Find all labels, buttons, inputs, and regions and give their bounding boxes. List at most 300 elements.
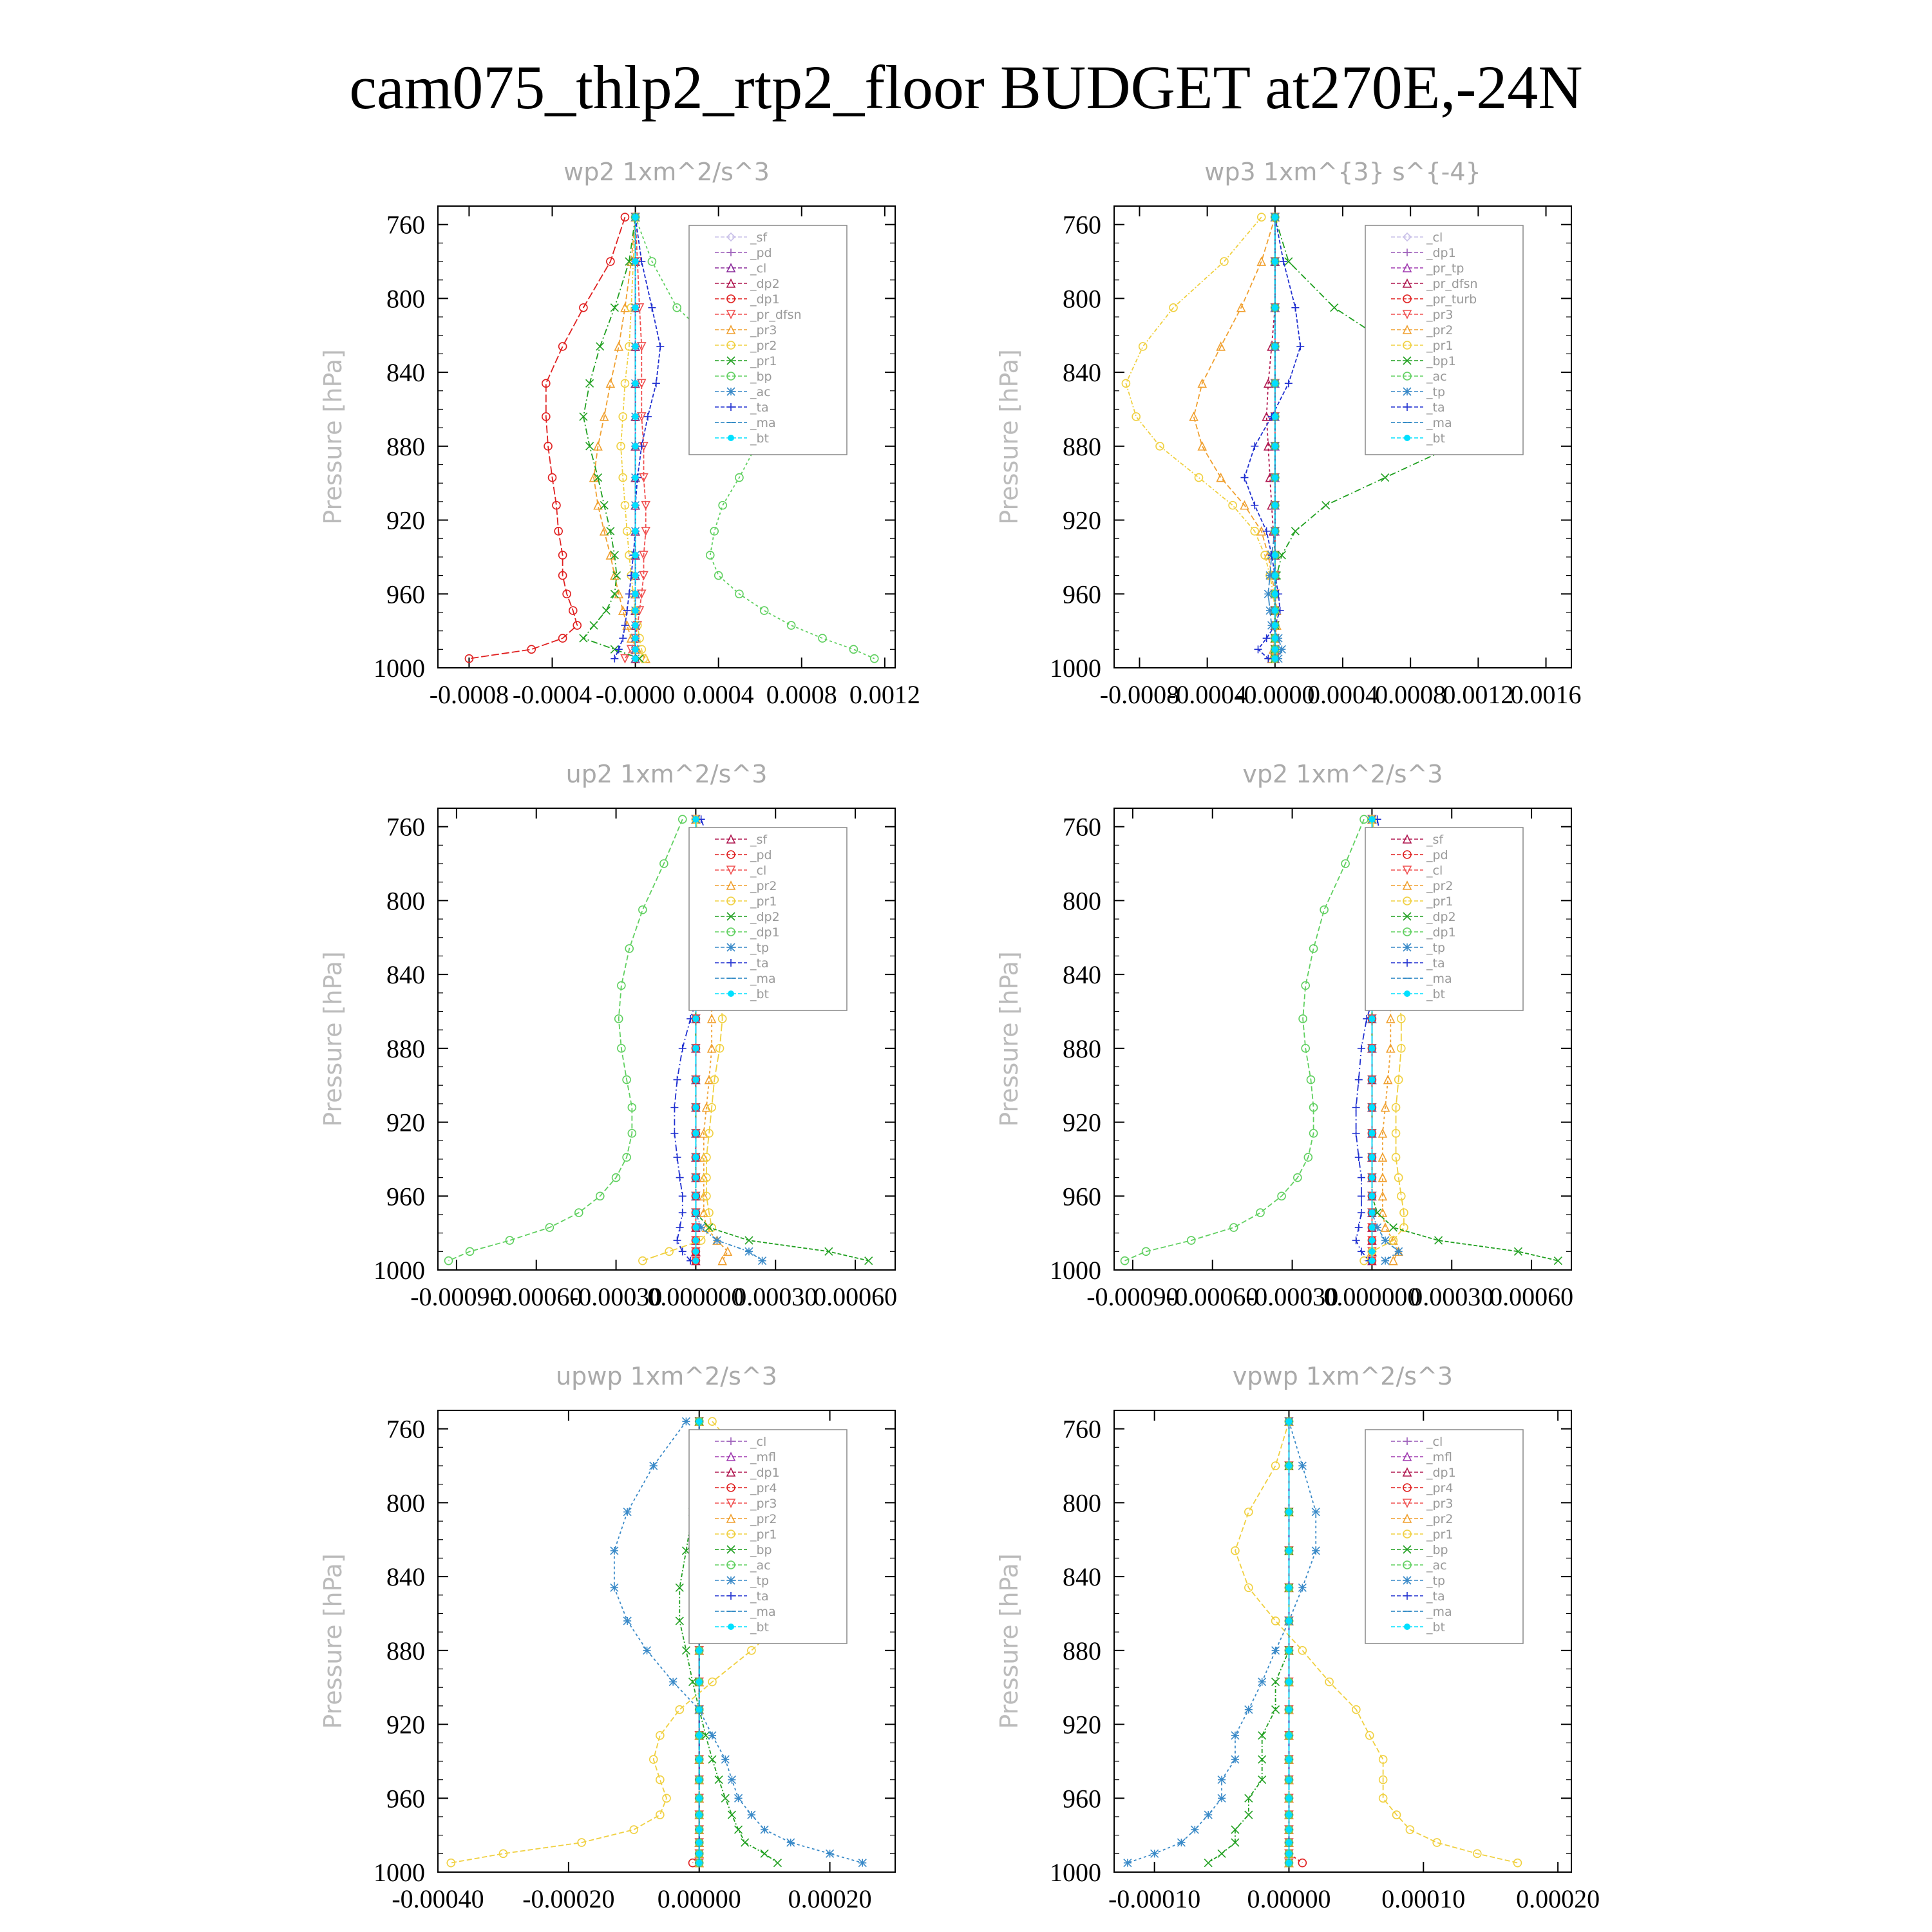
panel-1-point-bt bbox=[632, 646, 639, 652]
panel-5-point-pr1 bbox=[656, 1776, 664, 1784]
panel-1-xtick-label: -0.0000 bbox=[595, 680, 676, 709]
panel-3-point-ta bbox=[679, 1192, 687, 1200]
panel-6-point-bt bbox=[1285, 1647, 1292, 1654]
panel-2-point-bt bbox=[1272, 214, 1278, 220]
panel-1-xtick-label: 0.0008 bbox=[766, 680, 837, 709]
panel-5-point-bt bbox=[696, 1795, 703, 1801]
panel-6-point-pr1 bbox=[1245, 1508, 1253, 1516]
panel-1-legend-label: _dp1 bbox=[750, 292, 780, 307]
panel-2-point-bt bbox=[1272, 502, 1278, 509]
panel-1-point-bt bbox=[632, 591, 639, 597]
panel-4-point-bt bbox=[1368, 1016, 1375, 1022]
panel-3-xtick-label: 0.000000 bbox=[647, 1282, 744, 1311]
panel-3-ytick-label: 760 bbox=[386, 812, 425, 842]
panel-2-xtick-label: -0.0000 bbox=[1235, 680, 1315, 709]
panel-1-ytick-label: 920 bbox=[386, 506, 425, 535]
panel-6-point-tp bbox=[1312, 1508, 1320, 1516]
panel-1-ytick-label: 1000 bbox=[374, 654, 425, 683]
panel-3-point-pr2 bbox=[724, 1247, 732, 1255]
panel-2-legend-label: _ac bbox=[1426, 370, 1447, 384]
panel-6-point-bt bbox=[1285, 1463, 1292, 1469]
panel-2-point-pr2 bbox=[1190, 413, 1198, 421]
panel-6-legend-label: _pr2 bbox=[1426, 1512, 1454, 1526]
panel-5-ytick-label: 760 bbox=[386, 1414, 425, 1444]
panel-1-ytick-label: 880 bbox=[386, 431, 425, 461]
panel-1-ytick-label: 800 bbox=[386, 284, 425, 314]
panel-3-legend-label: _pr2 bbox=[750, 879, 777, 893]
panel-1 bbox=[319, 158, 920, 709]
panel-2-point-ta bbox=[1291, 304, 1299, 312]
panel-1-point-bt bbox=[632, 656, 639, 662]
panel-1-legend-label: _pr1 bbox=[750, 354, 777, 368]
panel-6-point-tp bbox=[1124, 1859, 1132, 1867]
panel-6-point-pr1 bbox=[1272, 1617, 1280, 1625]
panel-3 bbox=[319, 760, 897, 1311]
panel-5-point-bt bbox=[696, 1756, 703, 1763]
panel-4-point-bt bbox=[1368, 1237, 1375, 1244]
panel-1-point-bt bbox=[632, 305, 639, 311]
panel-5-legend-label: _dp1 bbox=[750, 1466, 780, 1480]
panel-4-point-bt bbox=[1368, 1209, 1375, 1216]
panel-1-ylabel: Pressure [hPa] bbox=[319, 349, 347, 525]
panel-6-legend-label: _ma bbox=[1426, 1605, 1452, 1619]
panel-2-legend-label: _pr_tp bbox=[1426, 261, 1464, 276]
panel-1-legend-label: _bp bbox=[750, 370, 772, 384]
panel-4-series-dp1 bbox=[1121, 815, 1368, 1264]
panel-2-point-bp1 bbox=[1322, 502, 1330, 509]
panel-5-point-tp bbox=[748, 1811, 755, 1819]
panel-6-legend-marker bbox=[1404, 1624, 1410, 1630]
panel-2-legend-label: _bp1 bbox=[1426, 354, 1456, 368]
panel-3-point-ta bbox=[670, 1104, 678, 1112]
panel-1-point-pr1 bbox=[611, 304, 618, 312]
panel-5-legend-label: _bp bbox=[750, 1543, 772, 1557]
panel-6-legend-label: _pr1 bbox=[1426, 1528, 1454, 1542]
panel-5-point-bt bbox=[696, 1647, 703, 1654]
panel-6-ytick-label: 880 bbox=[1063, 1636, 1101, 1665]
panel-3-legend-marker bbox=[728, 990, 734, 997]
panel-5-point-bp bbox=[735, 1826, 743, 1833]
panel-3-ytick-label: 800 bbox=[386, 886, 425, 916]
panel-5-ytick-label: 1000 bbox=[374, 1858, 425, 1887]
panel-5-point-bp bbox=[773, 1859, 781, 1867]
panel-6-point-tp bbox=[1218, 1776, 1226, 1784]
panel-5-point-tp bbox=[650, 1462, 658, 1470]
panel-2-ytick-label: 1000 bbox=[1050, 654, 1101, 683]
panel-5-point-tp bbox=[669, 1678, 677, 1686]
panel-1-point-ta bbox=[648, 304, 656, 312]
panel-4-point-bt bbox=[1368, 1104, 1375, 1111]
panel-4-ytick-label: 960 bbox=[1063, 1182, 1101, 1211]
panel-1-point-bt bbox=[632, 635, 639, 641]
panel-5-ytick-label: 880 bbox=[386, 1636, 425, 1665]
panel-1-series-dp1 bbox=[465, 213, 629, 662]
panel-4-point-bt bbox=[1368, 1045, 1375, 1052]
panel-2-point-bp1 bbox=[1291, 527, 1299, 535]
panel-2-legend-label: _ta bbox=[1426, 401, 1445, 415]
panel-5-legend-label: _tp bbox=[750, 1574, 770, 1588]
panel-6-point-bp bbox=[1258, 1756, 1266, 1763]
panel-6-point-tp bbox=[1218, 1794, 1226, 1802]
panel-2-point-bt bbox=[1272, 528, 1278, 535]
panel-6-legend-label: _pr3 bbox=[1426, 1497, 1454, 1511]
panel-3-ylabel: Pressure [hPa] bbox=[319, 951, 347, 1127]
panel-1-point-bt bbox=[632, 258, 639, 265]
panel-1-legend-label: _pr3 bbox=[750, 323, 777, 337]
panel-1-legend-label: _pd bbox=[750, 246, 772, 260]
panel-1-legend-marker bbox=[728, 435, 734, 441]
panel-5-legend-label: _bt bbox=[750, 1620, 770, 1634]
panel-2-line-pr1 bbox=[1126, 217, 1274, 658]
panel-5-point-tp bbox=[728, 1776, 735, 1784]
panel-5-ytick-label: 800 bbox=[386, 1488, 425, 1518]
panel-5-point-pr1 bbox=[656, 1732, 664, 1739]
panel-5-legend-label: _mfl bbox=[750, 1450, 776, 1464]
panel-2-point-pr1 bbox=[1139, 343, 1147, 350]
panel-6-ytick-label: 800 bbox=[1063, 1488, 1101, 1518]
panel-2-point-bt bbox=[1272, 656, 1278, 662]
panel-4-xtick-label: 0.00030 bbox=[1410, 1282, 1494, 1311]
panel-1-point-ta bbox=[652, 379, 660, 387]
panel-1-legend-label: _sf bbox=[750, 231, 768, 245]
panel-6 bbox=[995, 1362, 1600, 1913]
panel-3-point-pr2 bbox=[719, 1257, 726, 1265]
panel-6-point-bp bbox=[1204, 1859, 1212, 1867]
panel-6-point-bt bbox=[1285, 1618, 1292, 1624]
panel-3-point-tp bbox=[745, 1247, 753, 1255]
panel-1-point-ta bbox=[656, 343, 664, 350]
panel-1-point-ta bbox=[623, 607, 631, 614]
panel-4-legend-label: _pd bbox=[1426, 848, 1448, 862]
panel-5-point-tp bbox=[623, 1508, 631, 1516]
panel-4-point-dp1 bbox=[1230, 1224, 1238, 1231]
panel-5-xtick-label: -0.00020 bbox=[522, 1884, 615, 1913]
panel-4-point-ta bbox=[1358, 1209, 1365, 1217]
panel-3-series-dp1 bbox=[445, 815, 687, 1264]
panel-1-point-pr1 bbox=[586, 379, 594, 387]
panel-2-point-tp bbox=[1278, 645, 1285, 653]
panel-1-point-bt bbox=[632, 502, 639, 509]
panel-2-xtick-label: 0.0012 bbox=[1443, 680, 1514, 709]
panel-2-point-bt bbox=[1272, 646, 1278, 652]
panel-6-legend-label: _ta bbox=[1426, 1589, 1445, 1604]
panel-2-legend-label: _pr1 bbox=[1426, 339, 1454, 353]
panel-6-point-pr1 bbox=[1272, 1462, 1280, 1470]
panel-5-point-bt bbox=[696, 1812, 703, 1818]
panel-3-xtick-label: -0.00030 bbox=[569, 1282, 663, 1311]
panel-5-legend-label: _ac bbox=[750, 1558, 771, 1573]
panel-6-point-bt bbox=[1285, 1795, 1292, 1801]
panel-3-xtick-label: -0.00060 bbox=[490, 1282, 583, 1311]
panel-1-point-bt bbox=[632, 380, 639, 386]
panel-4-legend-label: _pr1 bbox=[1426, 895, 1454, 909]
panel-5-point-bt bbox=[696, 1826, 703, 1833]
panel-6-title: vpwp 1xm^2/s^3 bbox=[1232, 1362, 1454, 1390]
panel-1-point-pr1 bbox=[596, 343, 604, 350]
panel-1-legend-label: _dp2 bbox=[750, 277, 780, 291]
panel-1-ytick-label: 760 bbox=[386, 210, 425, 240]
panel-6-point-tp bbox=[1258, 1678, 1266, 1686]
panel-4-point-ta bbox=[1358, 1045, 1365, 1052]
panel-1-legend-label: _ta bbox=[750, 401, 769, 415]
panel-1-point-dp1 bbox=[559, 343, 567, 350]
panel-2-xtick-label: -0.0008 bbox=[1099, 680, 1180, 709]
panel-6-point-tp bbox=[1204, 1811, 1212, 1819]
panel-3-point-ta bbox=[679, 1045, 687, 1052]
panel-4-point-tp bbox=[1381, 1257, 1389, 1265]
panel-3-point-bt bbox=[692, 1175, 699, 1181]
panel-3-point-ta bbox=[679, 1209, 687, 1217]
panel-5-point-bt bbox=[696, 1839, 703, 1846]
panel-3-ytick-label: 960 bbox=[386, 1182, 425, 1211]
panel-4-point-tp bbox=[1381, 1236, 1389, 1244]
panel-3-legend-label: _ta bbox=[750, 956, 769, 971]
panel-1-point-bt bbox=[632, 552, 639, 558]
panel-3-legend-label: _pr1 bbox=[750, 895, 777, 909]
panel-6-ytick-label: 840 bbox=[1063, 1562, 1101, 1592]
panel-6-point-tp bbox=[1272, 1647, 1280, 1654]
panel-6-legend-marker bbox=[1403, 1577, 1411, 1584]
panel-3-point-bt bbox=[692, 1224, 699, 1231]
panel-4-point-ta bbox=[1355, 1153, 1363, 1161]
panel-5-point-tp bbox=[643, 1647, 651, 1654]
panel-5-title: upwp 1xm^2/s^3 bbox=[556, 1362, 777, 1390]
panel-4-legend-label: _ma bbox=[1426, 972, 1452, 986]
panel-4-point-bt bbox=[1368, 1248, 1375, 1255]
panel-2-point-bt bbox=[1272, 573, 1278, 579]
panel-5-point-pr1 bbox=[748, 1647, 755, 1654]
panel-3-legend-label: _bt bbox=[750, 987, 770, 1001]
panel-6-point-bt bbox=[1285, 1850, 1292, 1857]
panel-4-legend-marker bbox=[1403, 943, 1411, 951]
panel-4-point-dp1 bbox=[1256, 1209, 1264, 1217]
panel-2-legend-label: _tp bbox=[1426, 385, 1446, 399]
panel-1-point-ta bbox=[611, 655, 618, 663]
panel-3-point-dp2 bbox=[865, 1257, 873, 1265]
panel-6-point-bt bbox=[1285, 1509, 1292, 1515]
panel-4-ytick-label: 760 bbox=[1063, 812, 1101, 842]
panel-1-ytick-label: 840 bbox=[386, 358, 425, 388]
panel-5-point-tp bbox=[721, 1756, 729, 1763]
panel-1-line-dp1 bbox=[469, 217, 625, 658]
panel-6-xtick-label: 0.00010 bbox=[1381, 1884, 1466, 1913]
panel-3-point-bt bbox=[692, 1258, 699, 1264]
panel-2-point-bt bbox=[1272, 607, 1278, 614]
panel-5-point-tp bbox=[611, 1547, 618, 1555]
panel-3-xtick-label: 0.00030 bbox=[734, 1282, 818, 1311]
panel-2-point-bp1 bbox=[1381, 474, 1389, 482]
panel-4-point-tp bbox=[1395, 1247, 1403, 1255]
panel-1-point-bt bbox=[632, 607, 639, 614]
panel-5-point-tp bbox=[611, 1584, 618, 1591]
panel-3-point-bt bbox=[692, 1237, 699, 1244]
panel-4-point-bt bbox=[1368, 1154, 1375, 1160]
panel-4-legend-label: _dp1 bbox=[1426, 925, 1456, 940]
panel-1-xtick-label: -0.0004 bbox=[512, 680, 592, 709]
panel-6-point-bp bbox=[1272, 1706, 1280, 1714]
panel-6-point-bt bbox=[1285, 1777, 1292, 1783]
panel-3-legend-label: _dp1 bbox=[750, 925, 780, 940]
panel-5-point-tp bbox=[826, 1850, 834, 1857]
panel-6-point-bt bbox=[1285, 1679, 1292, 1685]
panel-2-ytick-label: 800 bbox=[1063, 284, 1101, 314]
panel-1-point-bp bbox=[761, 607, 768, 614]
panel-3-point-tp bbox=[713, 1236, 721, 1244]
panel-3-xtick-label: 0.00060 bbox=[813, 1282, 898, 1311]
panel-3-point-tp bbox=[759, 1257, 766, 1265]
panel-4-point-ta bbox=[1352, 1130, 1360, 1137]
panel-6-ytick-label: 760 bbox=[1063, 1414, 1101, 1444]
panel-3-point-ta bbox=[676, 1224, 684, 1231]
panel-5-legend-label: _pr1 bbox=[750, 1528, 777, 1542]
panel-2-point-ta bbox=[1251, 442, 1258, 450]
panel-5-legend-marker bbox=[727, 1577, 735, 1584]
panel-3-point-bt bbox=[692, 1077, 699, 1083]
panel-3-point-bt bbox=[692, 1209, 699, 1216]
panel-1-point-bp bbox=[788, 621, 795, 629]
panel-1-point-bp bbox=[706, 551, 714, 559]
panel-4-point-bt bbox=[1368, 1130, 1375, 1137]
panel-6-point-bp bbox=[1245, 1811, 1253, 1819]
panel-5-legend-label: _ma bbox=[750, 1605, 776, 1619]
panel-6-point-tp bbox=[1245, 1706, 1253, 1714]
panel-1-point-pr1 bbox=[600, 502, 608, 509]
panel-3-ytick-label: 840 bbox=[386, 960, 425, 990]
panel-1-point-bp bbox=[715, 572, 723, 580]
panel-5-point-tp bbox=[735, 1794, 743, 1802]
panel-1-xtick-label: -0.0008 bbox=[429, 680, 509, 709]
panel-1-legend-label: _ac bbox=[750, 385, 771, 399]
panel-3-ytick-label: 920 bbox=[386, 1108, 425, 1137]
panel-3-point-dp1 bbox=[639, 906, 647, 914]
panel-5-point-bt bbox=[696, 1777, 703, 1783]
panel-4-point-ta bbox=[1358, 1174, 1365, 1182]
panel-3-point-bt bbox=[692, 1130, 699, 1137]
figure-title: cam075_thlp2_rtp2_floor BUDGET at270E,-24N bbox=[349, 53, 1583, 122]
panel-4-point-bt bbox=[1368, 1258, 1375, 1264]
panel-3-xtick-label: -0.00090 bbox=[410, 1282, 503, 1311]
panel-6-legend-label: _cl bbox=[1426, 1435, 1443, 1449]
panel-4-point-ta bbox=[1352, 1104, 1360, 1112]
panel-6-legend-label: _pr4 bbox=[1426, 1481, 1454, 1495]
panel-2-point-ta bbox=[1263, 527, 1271, 535]
panel-3-point-bt bbox=[692, 1154, 699, 1160]
panel-2-legend-label: _pr_turb bbox=[1426, 292, 1477, 307]
panel-2-legend-label: _pr2 bbox=[1426, 323, 1454, 337]
panel-4-legend-label: _tp bbox=[1426, 941, 1446, 955]
panel-1-title: wp2 1xm^2/s^3 bbox=[564, 158, 770, 186]
panel-2-title: wp3 1xm^{3} s^{-4} bbox=[1204, 158, 1481, 186]
panel-1-point-bt bbox=[632, 443, 639, 450]
panel-4-point-pr2 bbox=[1389, 1257, 1397, 1265]
panel-1-line-pr2 bbox=[621, 217, 644, 658]
panel-3-point-bt bbox=[692, 1016, 699, 1022]
panel-5-point-bt bbox=[696, 1732, 703, 1739]
panel-6-point-bt bbox=[1285, 1826, 1292, 1833]
panel-6-point-tp bbox=[1151, 1850, 1159, 1857]
panel-2-point-pr1 bbox=[1132, 413, 1140, 421]
panel-2-series-pr1 bbox=[1122, 213, 1278, 662]
panel-5-point-pr1 bbox=[656, 1811, 664, 1819]
panel-5-point-tp bbox=[682, 1417, 690, 1425]
panel-4-ytick-label: 880 bbox=[1063, 1034, 1101, 1063]
panel-6-point-bp bbox=[1272, 1678, 1280, 1686]
panel-2-ytick-label: 960 bbox=[1063, 580, 1101, 609]
panel-1-point-bp bbox=[819, 634, 826, 642]
panel-6-xtick-label: -0.00010 bbox=[1108, 1884, 1201, 1913]
panel-5-point-bt bbox=[696, 1707, 703, 1713]
panel-2-point-ta bbox=[1240, 474, 1248, 482]
panel-6-point-bt bbox=[1285, 1732, 1292, 1739]
panel-1-point-bt bbox=[632, 214, 639, 220]
panel-4-legend-label: _ta bbox=[1426, 956, 1445, 971]
panel-2-point-bt bbox=[1272, 258, 1278, 265]
panel-1-point-pr_dfsn bbox=[621, 655, 629, 663]
panel-3-legend-marker bbox=[727, 943, 735, 951]
panel-3-point-dp1 bbox=[506, 1236, 513, 1244]
panel-3-point-ta bbox=[674, 1076, 681, 1084]
panel-3-ytick-label: 1000 bbox=[374, 1256, 425, 1285]
panel-4-ytick-label: 920 bbox=[1063, 1108, 1101, 1137]
panel-1-point-pr1 bbox=[580, 634, 587, 642]
panel-2-legend-marker bbox=[1403, 388, 1411, 395]
panel-1-line-pr1 bbox=[583, 217, 639, 658]
panel-5-point-bt bbox=[696, 1418, 703, 1425]
panel-4-point-bt bbox=[1368, 816, 1375, 822]
panel-6-ytick-label: 1000 bbox=[1050, 1858, 1101, 1887]
panel-1-legend-marker bbox=[727, 388, 735, 395]
panel-6-legend-label: _mfl bbox=[1426, 1450, 1452, 1464]
panel-2-point-ta bbox=[1251, 502, 1258, 509]
panel-4-title: vp2 1xm^2/s^3 bbox=[1242, 760, 1443, 788]
panel-5-point-bp bbox=[708, 1756, 716, 1763]
panel-2-point-bt bbox=[1272, 343, 1278, 350]
panel-5-point-bt bbox=[696, 1679, 703, 1685]
panel-5-point-tp bbox=[708, 1732, 716, 1739]
panel-2-ytick-label: 920 bbox=[1063, 506, 1101, 535]
panel-2-xtick-label: 0.0016 bbox=[1510, 680, 1582, 709]
panel-3-point-ta bbox=[670, 1130, 678, 1137]
panel-6-point-tp bbox=[1231, 1732, 1239, 1739]
panel-4-line-dp1 bbox=[1125, 819, 1365, 1260]
panel-3-point-bt bbox=[692, 1045, 699, 1052]
panel-1-point-bt bbox=[632, 475, 639, 481]
panel-2-point-ta bbox=[1285, 379, 1293, 387]
panel-4-ylabel: Pressure [hPa] bbox=[995, 951, 1023, 1127]
panel-6-point-bt bbox=[1285, 1418, 1292, 1425]
panel-2-point-bt bbox=[1272, 622, 1278, 629]
panel-4-legend-label: _pr2 bbox=[1426, 879, 1454, 893]
panel-1-point-ta bbox=[619, 634, 627, 642]
panel-1-point-bp bbox=[849, 645, 857, 653]
panel-6-legend-label: _dp1 bbox=[1426, 1466, 1456, 1480]
panel-5-xtick-label: -0.00040 bbox=[392, 1884, 484, 1913]
panel-5-xtick-label: 0.00000 bbox=[657, 1884, 741, 1913]
panel-5 bbox=[319, 1362, 895, 1913]
panel-5-ytick-label: 840 bbox=[386, 1562, 425, 1592]
panel-6-point-tp bbox=[1177, 1839, 1185, 1846]
panel-4-point-ta bbox=[1352, 1236, 1360, 1244]
panel-2-legend-label: _pr_dfsn bbox=[1426, 277, 1478, 291]
panel-2-legend-label: _pr3 bbox=[1426, 308, 1454, 322]
panel-3-point-dp2 bbox=[825, 1247, 833, 1255]
panel-4-ytick-label: 840 bbox=[1063, 960, 1101, 990]
panel-2-ylabel: Pressure [hPa] bbox=[995, 349, 1023, 525]
panel-1-ytick-label: 960 bbox=[386, 580, 425, 609]
panel-4-legend-marker bbox=[1404, 990, 1410, 997]
panel-5-point-tp bbox=[761, 1826, 768, 1833]
panel-3-point-ta bbox=[676, 1174, 684, 1182]
